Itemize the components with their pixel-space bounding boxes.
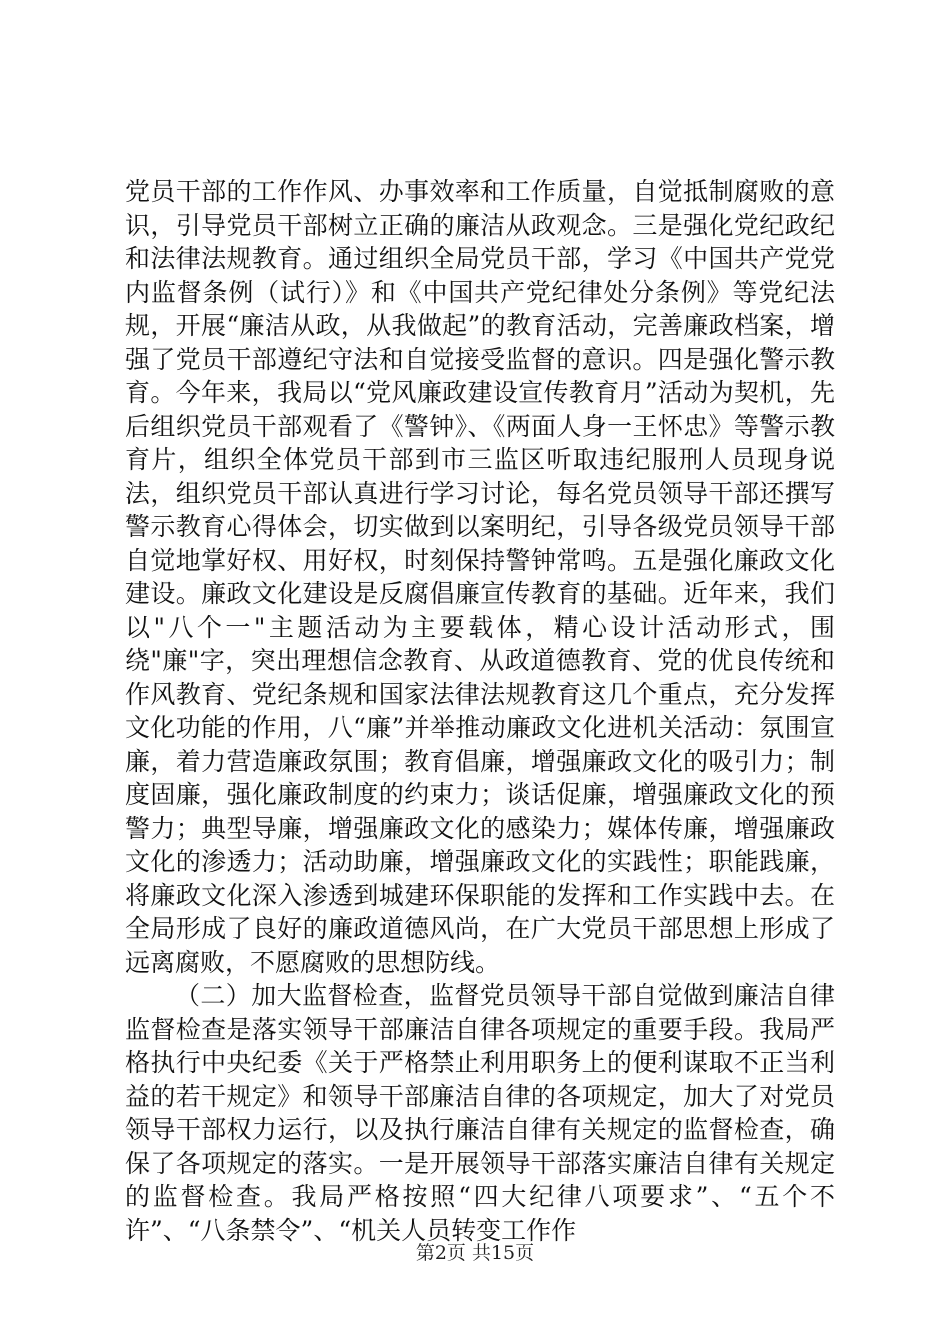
page-number: 第2页 共15页	[415, 1242, 535, 1264]
paragraph-2: （二）加大监督检查，监督党员领导干部自觉做到廉洁自律监督检查是落实领导干部廉洁自律各项规定的重要手段。我局严格执行中央纪委《关于严格禁止利用职务上的便利谋取不正当利益的若干规定》和领导干部廉洁自律的各项规定，加大了对党员领导干部权力运行，以及执行廉洁自律有关规定的监督检查，确保了各项规定的落实。一是开展领导干部落实廉洁自律有关规定的监督检查。我局严格按照“四大纪律八项要求”、“五个不许”、“八条禁令”、“机关人员转变工作作	[125, 981, 835, 1245]
document-body	[125, 175, 835, 1247]
paragraph-1: 党员干部的工作作风、办事效率和工作质量，自觉抵制腐败的意识，引导党员干部树立正确的廉洁从政观念。三是强化党纪政纪和法律法规教育。通过组织全局党员干部，学习《中国共产党党内监督条例（试行）》和《中国共产党纪律处分条例》等党纪法规，开展“廉洁从政，从我做起”的教育活动，完善廉政档案，增强了党员干部遵纪守法和自觉接受监督的意识。四是强化警示教育。今年来，我局以“党风廉政建设宣传教育月”活动为契机，先后组织党员干部观看了《警钟》、《两面人身一王怀忠》等警示教育片，组织全体党员干部到市三监区听取违纪服刑人员现身说法，组织党员干部认真进行学习讨论，每名党员领导干部还撰写警示教育心得体会，切实做到以案明纪，引导各级党员领导干部自觉地掌好权、用好权，时刻保持警钟常鸣。五是强化廉政文化建设。廉政文化建设是反腐倡廉宣传教育的基础。近年来，我们以"八个一"主题活动为主要载体，精心设计活动形式，围绕"廉"字，突出理想信念教育、从政道德教育、党的优良传统和作风教育、党纪条规和国家法律法规教育这几个重点，充分发挥文化功能的作用，八“廉”并举推动廉政文化进机关活动：氛围宣廉，着力营造廉政氛围；教育倡廉，增强廉政文化的吸引力；制度固廉，强化廉政制度的约束力；谈话促廉，增强廉政文化的预警力；典型导廉，增强廉政文化的感染力；媒体传廉，增强廉政文化的渗透力；活动助廉，增强廉政文化的实践性；职能践廉，将廉政文化深入渗透到城建环保职能的发挥和工作实践中去。在全局形成了良好的廉政道德风尚，在广大党员干部思想上形成了远离腐败，不愿腐败的思想防线。	[125, 177, 835, 977]
